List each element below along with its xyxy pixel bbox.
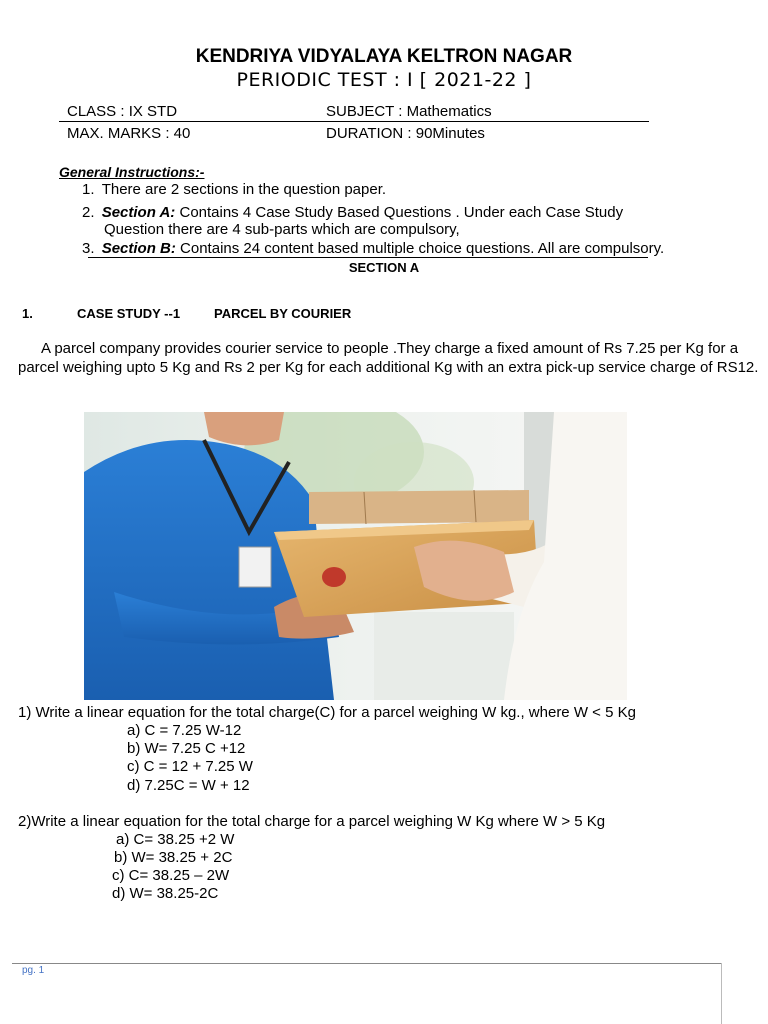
instruction-bold: Section B: — [101, 240, 176, 257]
case-study-title: PARCEL BY COURIER — [214, 306, 352, 321]
subject-label: SUBJECT : Mathematics — [326, 103, 492, 120]
question-1-text: 1) Write a linear equation for the total charge(C) for a parcel weighing W kg., where W < 5 Kg — [18, 704, 636, 721]
question-1-option-c: c) C = 12 + 7.25 W — [127, 758, 253, 775]
instruction-2 — [82, 204, 623, 221]
duration-label: DURATION : 90Minutes — [326, 125, 485, 142]
footer-margin-line — [721, 963, 722, 1024]
header-rule — [59, 121, 649, 122]
courier-photo — [84, 412, 627, 700]
question-2-option-a: a) C= 38.25 +2 W — [116, 831, 235, 848]
question-1-option-b: b) W= 7.25 C +12 — [127, 740, 246, 757]
instruction-number: 1. — [82, 181, 95, 198]
instruction-3 — [82, 240, 664, 257]
case-study-paragraph: A parcel company provides courier service to people .They charge a fixed amount of Rs 7.25 per Kg for a parcel weighing upto 5 Kg and Rs 2 per Kg for each additional Kg with an extra pick-up service charge of RS12. — [18, 340, 759, 376]
max-marks-label: MAX. MARKS : 40 — [67, 125, 191, 142]
question-2-option-c: c) C= 38.25 – 2W — [112, 867, 230, 884]
instruction-text: Contains 24 content based multiple choice questions. All are compulsory. — [175, 240, 665, 257]
instruction-2-cont: Question there are 4 sub-parts which are compulsory, — [104, 221, 460, 238]
question-2-option-b: b) W= 38.25 + 2C — [114, 849, 233, 866]
case-study-label: CASE STUDY --1 — [77, 306, 181, 321]
question-1-option-a: a) C = 7.25 W-12 — [127, 722, 242, 739]
test-title: PERIODIC TEST : I [ 2021-22 ] — [236, 69, 532, 91]
instructions-title: General Instructions:- — [59, 164, 205, 180]
case-study-number: 1. — [22, 306, 33, 321]
instruction-number: 2. — [82, 204, 95, 221]
instruction-number: 3. — [82, 240, 95, 257]
question-2-option-d: d) W= 38.25-2C — [112, 885, 219, 902]
footer-rule — [12, 963, 721, 964]
instructions-rule — [88, 257, 648, 258]
page-number: pg. 1 — [22, 965, 45, 976]
instruction-text: There are 2 sections in the question paper. — [101, 181, 387, 198]
section-title: SECTION A — [348, 260, 420, 275]
instruction-text: Contains 4 Case Study Based Questions . Under each Case Study — [175, 204, 624, 221]
question-2-text: 2)Write a linear equation for the total charge for a parcel weighing W Kg where W > 5 Kg — [18, 813, 606, 830]
question-1-option-d: d) 7.25C = W + 12 — [127, 777, 250, 794]
class-label: CLASS : IX STD — [67, 103, 178, 120]
instruction-bold: Section A: — [101, 204, 176, 221]
instruction-1 — [82, 181, 386, 198]
school-name: KENDRIYA VIDYALAYA KELTRON NAGAR — [195, 46, 573, 67]
